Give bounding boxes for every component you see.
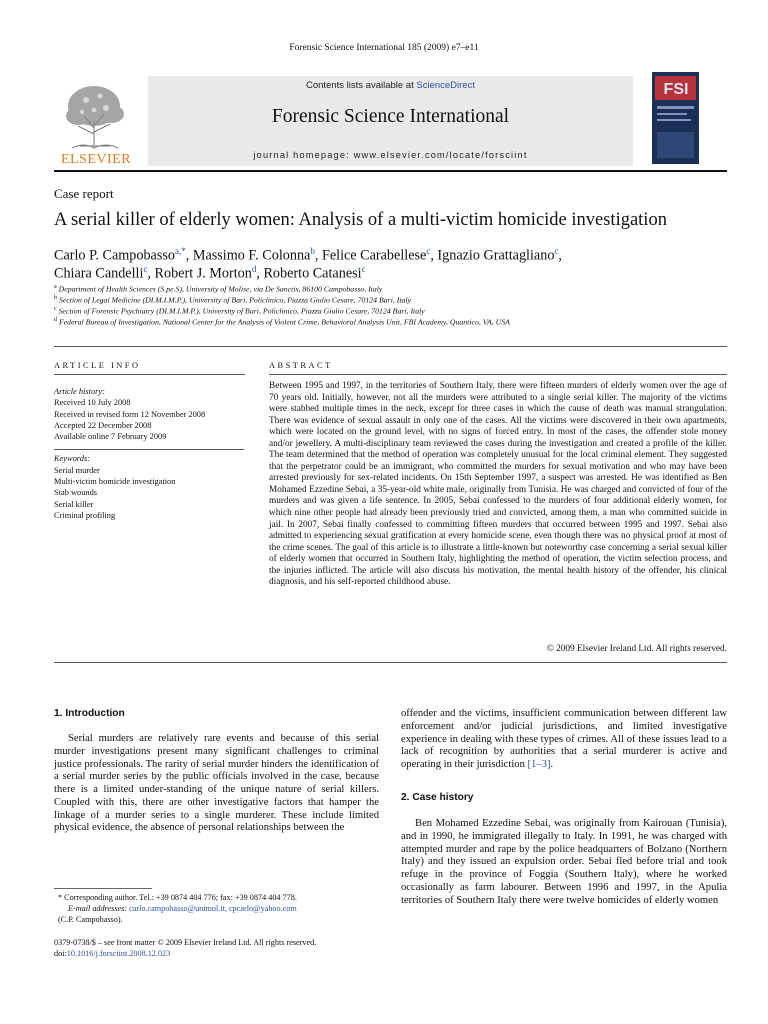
affiliation-text: Section of Forensic Psychiatry (DI.M.I.M.P.), University of Bari, Policlinico, Piazza Giulio Cesare, 70124 Bari, Italy bbox=[58, 306, 425, 316]
email-owner: (C.P. Campobasso). bbox=[58, 915, 123, 924]
affiliation-mark: c bbox=[54, 306, 57, 312]
abstract-copyright: © 2009 Elsevier Ireland Ltd. All rights reserved. bbox=[546, 644, 727, 654]
journal-cover-thumbnail bbox=[652, 72, 699, 164]
corresponding-author-note: * Corresponding author. Tel.: +39 0874 404 776; fax: +39 0874 404 778. bbox=[58, 893, 297, 902]
author-affiliation-mark[interactable]: c bbox=[426, 246, 431, 256]
footnote-rule bbox=[54, 888, 152, 889]
keyword: Multi-victim homicide investigation bbox=[54, 477, 176, 487]
case-history-heading: 2. Case history bbox=[401, 792, 474, 803]
affiliation-mark: b bbox=[54, 295, 57, 301]
abstract-rule bbox=[269, 374, 727, 375]
contents-available-line bbox=[148, 80, 633, 91]
homepage-url[interactable]: www.elsevier.com/locate/forsciint bbox=[353, 150, 528, 160]
case-history-paragraph bbox=[401, 818, 727, 907]
author-name[interactable]: Robert J. Morton bbox=[154, 265, 252, 282]
history-item: Received 10 July 2008 bbox=[54, 398, 131, 408]
introduction-continuation: offender and the victims, insufficient communication between different law enforcement and/or judicial jurisdictions, and limited investigative experience in dealing with these types of crimes. All of these issues lead to a lack of recognition by authorities that a serial murderer is active and operating in their jurisdiction [1–3]. bbox=[401, 708, 727, 770]
affiliation-d bbox=[54, 315, 510, 328]
keywords-label: Keywords: bbox=[54, 454, 90, 464]
affiliation-mark: d bbox=[54, 317, 57, 323]
case-history-text: Ben Mohamed Ezzedine Sebai, was originally from Kairouan (Tunisia), and in 1990, he immigrated illegally to Italy. In 1991, he was charged with attempted murder and rape by the police headquarters of Bolzano (Northern Italy) and they issued an expulsion order. Sebai fled before trial and took refuge in the province of Foggia (Southern Italy), where he worked occasionally as farm labourer. Between 1996 and 1997, in the Apulia territories of Southern Italy there were twelve homicides of elderly women bbox=[401, 818, 727, 906]
introduction-heading: 1. Introduction bbox=[54, 708, 125, 719]
introduction-paragraph bbox=[54, 733, 379, 835]
author-affiliation-mark[interactable]: b bbox=[310, 246, 315, 256]
author-name[interactable]: Massimo F. Colonna bbox=[192, 247, 311, 264]
history-label: Article history: bbox=[54, 387, 105, 396]
journal-name: Forensic Science International bbox=[271, 106, 510, 127]
doi-line bbox=[54, 948, 170, 959]
author-affiliation-mark[interactable]: d bbox=[251, 264, 257, 274]
author-name[interactable]: Chiara Candelli bbox=[54, 265, 144, 282]
author-separator: , bbox=[430, 247, 438, 264]
email-footnote bbox=[68, 903, 297, 914]
affiliation-text: Section of Legal Medicine (DI.M.I.M.P.), University of Bari, Policlinico, Piazza Giulio Cesare, 70124 Bari, Italy bbox=[58, 295, 412, 305]
journal-homepage-line bbox=[148, 150, 633, 160]
keyword: Criminal profiling bbox=[54, 510, 116, 520]
elsevier-tree-logo bbox=[54, 76, 138, 166]
elsevier-logo-text: ELSEVIER bbox=[60, 152, 132, 166]
article-info-rule bbox=[54, 374, 245, 375]
history-item: Available online 7 February 2009 bbox=[54, 432, 167, 442]
article-info bbox=[54, 386, 244, 521]
citation-link[interactable]: [1–3] bbox=[527, 759, 551, 770]
author-affiliation-mark[interactable]: c bbox=[554, 246, 559, 256]
doi-prefix: doi: bbox=[54, 949, 67, 958]
journal-reference: Forensic Science International 185 (2009) e7–e11 bbox=[289, 43, 479, 53]
article-info-heading: ARTICLE INFO bbox=[54, 361, 141, 370]
author-name[interactable]: Ignazio Grattagliano bbox=[437, 247, 555, 264]
author-affiliation-mark[interactable]: a,* bbox=[175, 246, 186, 256]
author-affiliation-mark[interactable]: c bbox=[143, 264, 148, 274]
abstract-body: Between 1995 and 1997, in the territories of Southern Italy, there were fifteen murders of elderly women over the age of 70 years old. Initially, however, not all the murders were attributed to a single serial killer. The majority of the victims were stabbed multiple times in the neck, except for three cases in which the cause of death was manual strangulation. There was evidence of sexual assault in only one of the cases. All the victims were discovered in their own apartments, which were located on the ground level, with no signs of forced entry. In most of the cases, the offender stole money and/or jewellery. A multi-disciplinary team reviewed the cases during the investigation and created a profile of the killer. The team determined that the method of operation was completely unusual for the local criminal element. They suggested that the perpetrator could be an immigrant, who committed the murders for sexual motivation and who may have been arrested previously for sex-related incidents. On 15th September 1997, a suspect was arrested. He was identified as Ben Mohamed Ezzedine Sebai, a 35-year-old white male, originally from Tunisia. He was charged and convicted of four of the murders and was given a life sentence. In 2005, Sebai confessed to the murders of four additional elderly women, for which nine other people had already been previously tried and convicted, among them, a man who committed suicide in jail. In 2007, Sebai finally confessed to committing fifteen murders that occurred between 1995 and 1997. Sebai also admitted to experiencing sexual gratification at every homicide scene, even though there was no physical proof at most of the crime scenes. The goal of this article is to illustrate a little-known but noteworthy case concerning a serial sexual killer of elderly women that occurred in Southern Italy, highlighting the method of operation, the victim selection process, and the injuries inflicted. The article will also discuss his motivation, the mental health history of the offender, his clinical diagnosis, and his self-reported childhood abuse. bbox=[269, 381, 727, 588]
title-block-rule bbox=[54, 346, 727, 347]
keyword: Serial murder bbox=[54, 465, 100, 475]
introduction-continuation-text: offender and the victims, insufficient communication between different law enforcement and/or judicial jurisdictions, and limited investigative experience in dealing with these types of crimes. All of these issues lead to a lack of recognition by authorities that a serial murderer is active and operating in their jurisdiction bbox=[401, 708, 727, 770]
author-separator: , bbox=[185, 247, 193, 264]
email-label: E-mail addresses: bbox=[68, 904, 130, 913]
affiliation-text: Department of Health Sciences (S.pe.S), University of Molise, via De Sanctis, 86100 Campobasso, Italy bbox=[58, 284, 383, 294]
masthead-rule bbox=[54, 170, 727, 172]
history-item: Accepted 22 December 2008 bbox=[54, 420, 152, 430]
doi-link[interactable]: 10.1016/j.forsciint.2008.12.023 bbox=[66, 949, 171, 958]
email-links[interactable]: carlo.campobasso@unimol.it, cpcarlo@yahoo.com bbox=[129, 904, 297, 913]
keywords-rule bbox=[54, 449, 244, 450]
homepage-prefix: journal homepage: bbox=[253, 150, 354, 160]
issn-line: 0379-0738/$ – see front matter © 2009 Elsevier Ireland Ltd. All rights reserved. bbox=[54, 938, 317, 947]
author-separator: , bbox=[314, 247, 322, 264]
affiliation-text: Federal Bureau of Investigation, National Center for the Analysis of Violent Crime, Behavioral Analysis Unit, FBI Academy, Quantico, VA, USA bbox=[58, 317, 510, 327]
author-separator: , bbox=[558, 247, 562, 264]
keyword: Stab wounds bbox=[54, 488, 98, 498]
affiliation-mark: a bbox=[54, 284, 57, 290]
cover-initials: FSI bbox=[663, 81, 689, 98]
sciencedirect-link[interactable]: ScienceDirect bbox=[416, 80, 475, 91]
abstract-bottom-rule bbox=[54, 662, 727, 663]
author-name[interactable]: Carlo P. Campobasso bbox=[54, 247, 175, 264]
history-item: Received in revised form 12 November 2008 bbox=[54, 409, 206, 419]
contents-prefix: Contents lists available at bbox=[306, 80, 417, 91]
author-name[interactable]: Roberto Catanesi bbox=[263, 265, 362, 282]
author-list-line-2 bbox=[54, 260, 366, 284]
abstract-heading: ABSTRACT bbox=[269, 361, 333, 370]
author-affiliation-mark[interactable]: c bbox=[361, 264, 366, 274]
author-separator: , bbox=[147, 265, 155, 282]
introduction-text: Serial murders are relatively rare events and because of this serial murder investigations present many significant challenges to criminal justice professionals. The rarity of serial murder hinders the identification of a serial murder series by the public officials involved in the case, because there is a limited under-standing of the unique nature of serial killers. Coupled with this, there are other investigative factors that hamper the linkage of a murder series to a single murderer. These include limited physical evidence, the absence of personal relationships between the bbox=[54, 733, 379, 834]
keyword: Serial killer bbox=[54, 499, 94, 509]
article-type: Case report bbox=[54, 186, 114, 201]
author-name[interactable]: Felice Carabellese bbox=[321, 247, 427, 264]
author-separator: , bbox=[256, 265, 264, 282]
article-title: A serial killer of elderly women: Analysis of a multi-victim homicide investigation bbox=[54, 210, 667, 230]
